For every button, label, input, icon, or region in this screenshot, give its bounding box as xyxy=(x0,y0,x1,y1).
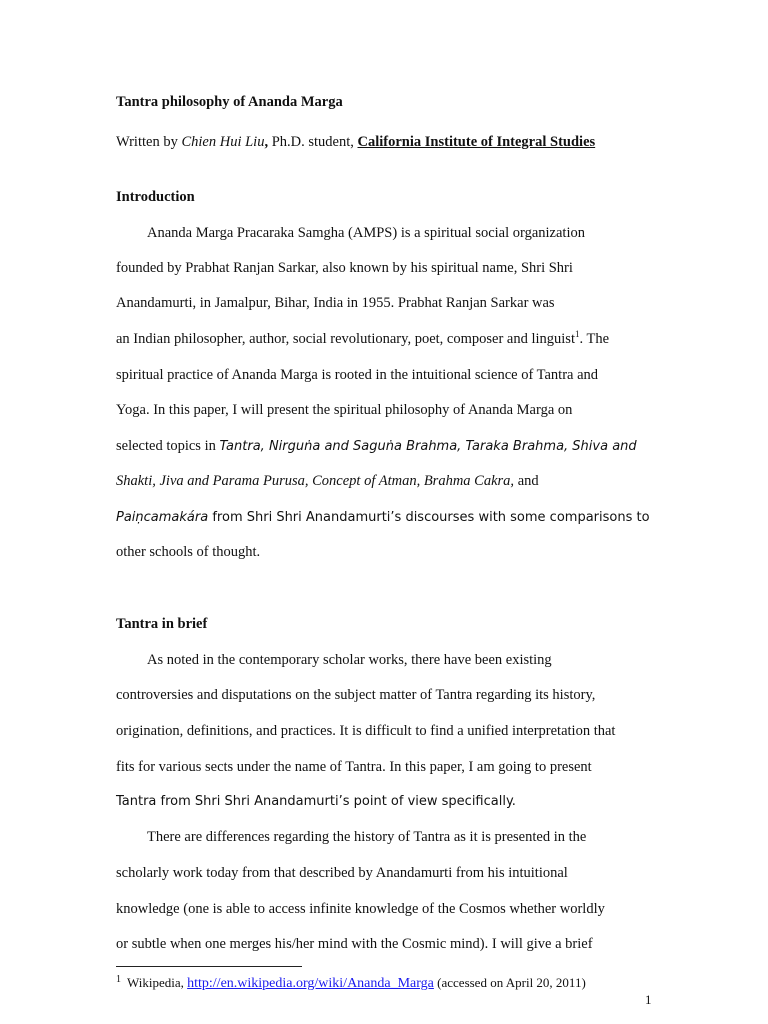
byline-role: Ph.D. student, xyxy=(268,134,358,150)
intro-line: Yoga. In this paper, I will present the spiritual philosophy of Ananda Marga on xyxy=(116,402,573,418)
brief-line: origination, definitions, and practices. It is difficult to find a unified interpretation that xyxy=(116,723,616,739)
footnote-url-link[interactable]: http://en.wikipedia.org/wiki/Ananda_Marga xyxy=(187,976,434,991)
intro-line xyxy=(116,330,609,348)
intro-text: and xyxy=(514,473,539,489)
author-name: Chien Hui Liu xyxy=(181,134,265,150)
byline xyxy=(116,133,595,151)
intro-line: founded by Prabhat Ranjan Sarkar, also known by his spiritual name, Shri Shri xyxy=(116,260,573,276)
intro-line xyxy=(116,472,539,490)
brief-line: or subtle when one merges his/her mind with the Cosmic mind). I will give a brief xyxy=(116,936,593,952)
intro-text: from Shri Shri Anandamurti’s discourses with some comparisons to xyxy=(208,510,650,525)
topics-list: Shakti, Jiva and Parama Purusa, Concept of Atman, Brahma Cakra, xyxy=(116,473,515,489)
topics-list: Tantra, Nirguṅa and Saguṅa Brahma, Taraka Brahma, Shiva and xyxy=(219,439,637,454)
intro-text: . The xyxy=(579,331,610,347)
intro-line xyxy=(116,508,650,527)
introduction-heading: Introduction xyxy=(116,189,195,205)
footnote-accessed: (accessed on April 20, 2011) xyxy=(433,975,586,990)
brief-line: controversies and disputations on the subject matter of Tantra regarding its history, xyxy=(116,687,596,703)
footnote-reference[interactable]: 1 xyxy=(574,329,580,340)
intro-text: an Indian philosopher, author, social revolutionary, poet, composer and linguist xyxy=(116,331,575,347)
byline-prefix: Written by xyxy=(116,134,182,150)
topic-term: Paiṇcamakára xyxy=(116,510,209,525)
brief-line: Tantra from Shri Shri Anandamurti’s point of view specifically. xyxy=(116,794,516,809)
brief-line: knowledge (one is able to access infinite knowledge of the Cosmos whether worldly xyxy=(116,901,605,917)
tantra-in-brief-heading: Tantra in brief xyxy=(116,616,208,632)
intro-line: Anandamurti, in Jamalpur, Bihar, India in 1955. Prabhat Ranjan Sarkar was xyxy=(116,295,555,311)
institution-link[interactable]: California Institute of Integral Studies xyxy=(357,134,596,150)
byline-comma: , xyxy=(264,134,269,150)
footnote-source: Wikipedia, xyxy=(127,975,188,990)
document-title: Tantra philosophy of Ananda Marga xyxy=(116,94,343,110)
footnote-number: 1 xyxy=(116,974,121,985)
intro-line: spiritual practice of Ananda Marga is rooted in the intuitional science of Tantra and xyxy=(116,367,599,383)
intro-text: selected topics in xyxy=(116,438,220,454)
footnote-divider xyxy=(116,966,302,967)
brief-line: fits for various sects under the name of Tantra. In this paper, I am going to present xyxy=(116,759,592,775)
footnote xyxy=(116,974,586,992)
page-number: 1 xyxy=(645,992,652,1007)
brief-line: scholarly work today from that described by Anandamurti from his intuitional xyxy=(116,865,568,881)
brief-line: As noted in the contemporary scholar works, there have been existing xyxy=(147,652,552,668)
intro-line: Ananda Marga Pracaraka Samgha (AMPS) is a spiritual social organization xyxy=(147,225,585,241)
intro-line: other schools of thought. xyxy=(116,544,261,560)
intro-line xyxy=(116,437,637,456)
brief-line: There are differences regarding the history of Tantra as it is presented in the xyxy=(147,829,587,845)
